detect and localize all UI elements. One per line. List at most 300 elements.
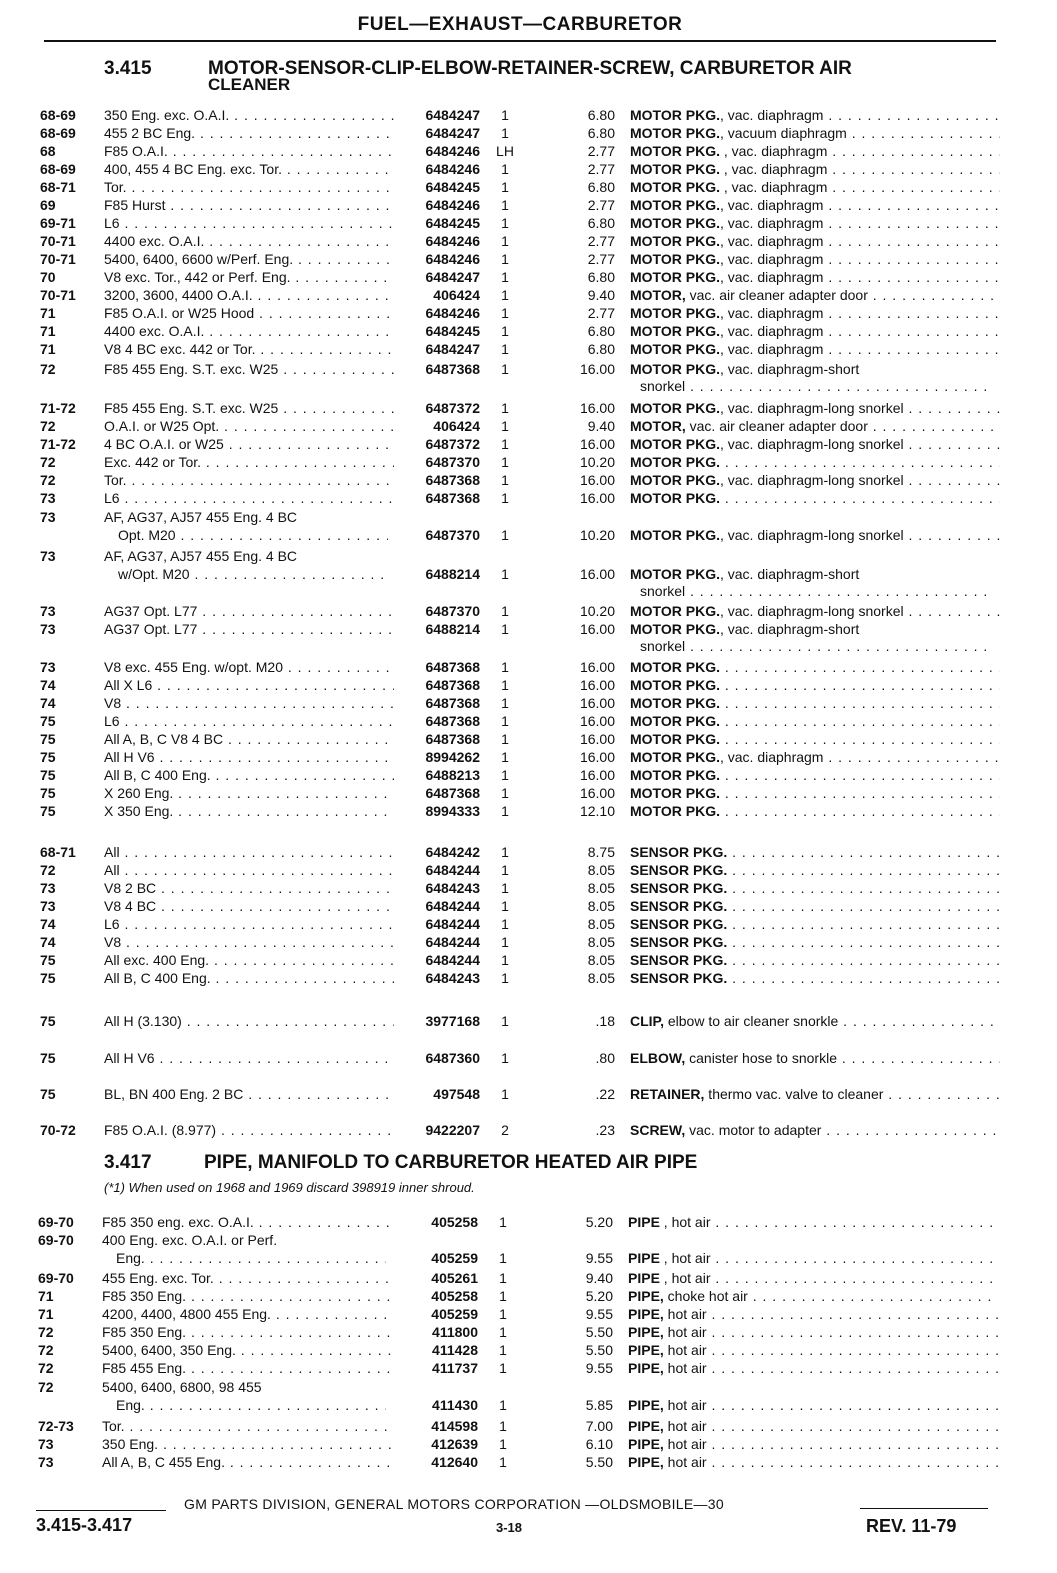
description-head: MOTOR PKG.	[630, 143, 720, 159]
description	[630, 142, 1000, 160]
price: 16.00	[579, 695, 615, 711]
description-head: PIPE	[628, 1214, 660, 1230]
description	[628, 1417, 998, 1435]
description	[630, 748, 1000, 766]
quantity: 1	[501, 880, 509, 896]
description-head: SENSOR PKG.	[630, 844, 728, 860]
description-head: MOTOR PKG.	[630, 436, 720, 452]
quantity: 1	[501, 400, 509, 416]
part-number: 405261	[431, 1270, 478, 1286]
description-text: , vac. diaphragm-short	[719, 566, 860, 582]
description-text: , vac. diaphragm	[719, 215, 824, 231]
table-row	[38, 1231, 998, 1266]
description-continued: snorkel . . .	[640, 637, 990, 655]
description-text: hot air	[663, 1342, 707, 1358]
description-text: hot air	[663, 1306, 707, 1322]
quantity: 1	[499, 1324, 507, 1340]
price: 16.00	[579, 490, 615, 506]
description-head: MOTOR PKG.	[630, 215, 720, 231]
table-row	[40, 676, 1000, 694]
table-row	[40, 196, 1000, 214]
price: 2.77	[587, 143, 615, 159]
part-number: 6484244	[425, 952, 480, 968]
description-text: hot air	[663, 1454, 707, 1470]
description	[630, 766, 1000, 784]
description-head: PIPE,	[628, 1397, 664, 1413]
quantity: 1	[499, 1454, 507, 1470]
price: 9.55	[585, 1306, 613, 1322]
quantity: 1	[499, 1418, 507, 1434]
price: 16.00	[579, 713, 615, 729]
description-head: MOTOR,	[630, 418, 686, 434]
part-number: 406424	[433, 418, 480, 434]
table-row	[40, 784, 1000, 802]
quantity: 1	[501, 251, 509, 267]
application: BL, BN 400 Eng. 2 BC . . .	[104, 1085, 394, 1103]
part-number: 6484243	[425, 880, 480, 896]
price: 2.77	[587, 305, 615, 321]
part-number: 6488214	[425, 621, 480, 637]
model-year: 73	[40, 898, 56, 914]
description	[630, 124, 1000, 142]
table-row	[40, 1012, 1000, 1030]
model-year: 72	[38, 1360, 54, 1376]
quantity: 1	[501, 323, 509, 339]
application: V8 . . .	[104, 933, 394, 951]
description	[630, 268, 1000, 286]
part-number: 8994262	[425, 749, 480, 765]
description-head: MOTOR PKG.	[630, 341, 720, 357]
quantity: 1	[499, 1288, 507, 1304]
description	[630, 658, 1000, 676]
quantity: 1	[501, 490, 509, 506]
price: 16.00	[579, 767, 615, 783]
part-number: 6487370	[425, 603, 480, 619]
quantity: 1	[501, 305, 509, 321]
model-year: 72	[40, 418, 56, 434]
part-number: 6484246	[425, 233, 480, 249]
description	[630, 897, 1000, 915]
description-text: , vac. diaphragm	[719, 251, 824, 267]
table-row	[40, 322, 1000, 340]
part-number: 6484246	[425, 305, 480, 321]
description	[630, 250, 1000, 268]
description-continued: snorkel . . .	[640, 582, 990, 600]
table-row	[40, 620, 1000, 638]
application: V8 . . .	[104, 694, 394, 712]
price: 6.80	[587, 107, 615, 123]
price: 6.80	[587, 215, 615, 231]
table-row	[40, 802, 1000, 820]
part-number: 6484242	[425, 844, 480, 860]
table-row	[38, 1359, 998, 1377]
description	[630, 160, 1000, 178]
quantity: 1	[501, 1086, 509, 1102]
price: 8.05	[587, 952, 615, 968]
table-row	[38, 1453, 998, 1471]
model-year: 73	[40, 548, 56, 564]
price: 16.00	[579, 785, 615, 801]
description-head: MOTOR,	[630, 287, 686, 303]
application: V8 exc. 455 Eng. w/opt. M20 . . .	[104, 658, 394, 676]
quantity: 1	[501, 713, 509, 729]
model-year: 75	[40, 1050, 56, 1066]
part-number: 6484246	[425, 197, 480, 213]
quantity: 1	[499, 1360, 507, 1376]
table-row	[38, 1341, 998, 1359]
model-year: 75	[40, 952, 56, 968]
part-number: 412639	[431, 1436, 478, 1452]
table-row	[40, 124, 1000, 142]
description	[628, 1305, 998, 1323]
description-head: MOTOR PKG.	[630, 233, 720, 249]
description-head: PIPE,	[628, 1360, 664, 1376]
quantity: 1	[501, 566, 509, 582]
application: F85 Hurst . . .	[104, 196, 394, 214]
description-head: MOTOR PKG.	[630, 603, 720, 619]
model-year: 69-70	[38, 1214, 74, 1230]
description	[628, 1249, 998, 1267]
description-head: ELBOW,	[630, 1050, 686, 1066]
description-head: MOTOR PKG.	[630, 713, 720, 729]
application: AF, AG37, AJ57 455 Eng. 4 BC	[104, 509, 298, 525]
quantity: 1	[501, 454, 509, 470]
quantity: 1	[499, 1214, 507, 1230]
part-number: 6484245	[425, 179, 480, 195]
description-text: , vac. diaphragm	[719, 269, 824, 285]
description-head: MOTOR PKG.	[630, 107, 720, 123]
table-row	[38, 1213, 998, 1231]
quantity: 1	[501, 603, 509, 619]
description-text: , vac. diaphragm-short	[719, 361, 860, 377]
application: 4400 exc. O.A.I. . . .	[104, 322, 394, 340]
quantity: 1	[499, 1342, 507, 1358]
quantity: 1	[501, 916, 509, 932]
table-row	[40, 286, 1000, 304]
description	[628, 1341, 998, 1359]
part-number: 6487368	[425, 361, 480, 377]
model-year: 72	[40, 361, 56, 377]
model-year: 75	[40, 803, 56, 819]
model-year: 72-73	[38, 1418, 74, 1434]
section-title-3-415-line2: CLEANER	[208, 75, 291, 94]
quantity: 1	[501, 659, 509, 675]
quantity: 1	[501, 161, 509, 177]
description	[630, 196, 1000, 214]
model-year: 72	[40, 862, 56, 878]
part-number: 6487368	[425, 731, 480, 747]
table-row	[38, 1323, 998, 1341]
application: F85 455 Eng. S.T. exc. W25 . . .	[104, 399, 394, 417]
application: V8 4 BC . . .	[104, 897, 394, 915]
part-number: 9422207	[425, 1122, 480, 1138]
application: F85 350 Eng. . . .	[102, 1323, 392, 1341]
application: 400 Eng. exc. O.A.I. or Perf.	[102, 1232, 278, 1248]
price: 9.40	[587, 287, 615, 303]
part-number: 6487368	[425, 490, 480, 506]
header-rule	[44, 40, 996, 42]
table-row	[40, 658, 1000, 676]
description-head: MOTOR PKG.	[630, 695, 720, 711]
price: 6.80	[587, 323, 615, 339]
description-head: MOTOR PKG.	[630, 125, 720, 141]
table-row	[40, 766, 1000, 784]
price: 10.20	[579, 454, 615, 470]
application: 400, 455 4 BC Eng. exc. Tor. . . .	[104, 160, 394, 178]
description	[630, 286, 1000, 304]
application: 4400 exc. O.A.I. . . .	[104, 232, 394, 250]
price: 6.80	[587, 179, 615, 195]
description-head: PIPE,	[628, 1454, 664, 1470]
application: AG37 Opt. L77 . . .	[104, 620, 394, 638]
quantity: 1	[501, 287, 509, 303]
description-head: MOTOR PKG.	[630, 566, 720, 582]
application: All . . .	[104, 843, 394, 861]
description	[630, 106, 1000, 124]
table-row	[40, 969, 1000, 987]
part-number: 6487368	[425, 695, 480, 711]
description-head: PIPE,	[628, 1342, 664, 1358]
price: 9.40	[587, 418, 615, 434]
price: 7.00	[585, 1418, 613, 1434]
description-text: hot air	[663, 1436, 707, 1452]
footer-right-rule	[860, 1508, 988, 1509]
price: 12.10	[579, 803, 615, 819]
application: All . . .	[104, 861, 394, 879]
description-head: PIPE,	[628, 1436, 664, 1452]
description	[630, 602, 1000, 620]
table-row	[38, 1269, 998, 1287]
model-year: 74	[40, 934, 56, 950]
description	[630, 969, 1000, 987]
description-head: MOTOR PKG.	[630, 179, 720, 195]
price: 6.80	[587, 341, 615, 357]
part-number: 3977168	[425, 1013, 480, 1029]
application: AF, AG37, AJ57 455 Eng. 4 BC	[104, 548, 298, 564]
application: 3200, 3600, 4400 O.A.I. . . .	[104, 286, 394, 304]
table-row	[40, 1121, 1000, 1139]
description-head: MOTOR PKG.	[630, 400, 720, 416]
table-row	[40, 915, 1000, 933]
description-text: , vac. diaphragm	[719, 341, 824, 357]
table-row	[40, 602, 1000, 620]
quantity: 1	[501, 269, 509, 285]
quantity: 1	[499, 1436, 507, 1452]
application: L6 . . .	[104, 712, 394, 730]
table-row	[38, 1305, 998, 1323]
part-number: 6484247	[425, 125, 480, 141]
price: 5.20	[585, 1214, 613, 1230]
application: 455 Eng. exc. Tor. . . .	[102, 1269, 392, 1287]
description-head: CLIP,	[630, 1013, 664, 1029]
description	[630, 951, 1000, 969]
price: 2.77	[587, 233, 615, 249]
description-head: SENSOR PKG.	[630, 898, 728, 914]
description	[630, 933, 1000, 951]
table-row	[38, 1287, 998, 1305]
part-number: 405258	[431, 1288, 478, 1304]
part-number: 405258	[431, 1214, 478, 1230]
application: All H V6 . . .	[104, 748, 394, 766]
part-number: 411430	[432, 1397, 478, 1413]
part-number: 6484246	[425, 143, 480, 159]
price: 2.77	[587, 161, 615, 177]
price: 8.05	[587, 880, 615, 896]
price: 16.00	[579, 621, 615, 637]
part-number: 6484246	[425, 251, 480, 267]
model-year: 71	[40, 341, 56, 357]
description-text: hot air	[663, 1360, 707, 1376]
table-row	[40, 214, 1000, 232]
part-number: 6487372	[425, 400, 480, 416]
section-title-3-417: PIPE, MANIFOLD TO CARBURETOR HEATED AIR PIPE	[204, 1152, 698, 1173]
price: 9.55	[585, 1250, 613, 1266]
description-head: PIPE,	[628, 1324, 664, 1340]
description-head: MOTOR PKG.	[630, 749, 720, 765]
price: 6.80	[587, 269, 615, 285]
application: F85 O.A.I. or W25 Hood . . .	[104, 304, 394, 322]
application: L6 . . .	[104, 214, 394, 232]
table-row	[40, 453, 1000, 471]
price: 2.77	[587, 251, 615, 267]
quantity: 1	[501, 767, 509, 783]
part-number: 6487360	[425, 1050, 480, 1066]
model-year: 69-70	[38, 1232, 74, 1248]
part-number: 6487368	[425, 472, 480, 488]
description	[628, 1359, 998, 1377]
quantity: LH	[496, 143, 514, 159]
model-year: 72	[40, 454, 56, 470]
model-year: 74	[40, 677, 56, 693]
part-number: 6484247	[425, 269, 480, 285]
quantity: 1	[499, 1306, 507, 1322]
footer-publisher: GM PARTS DIVISION, GENERAL MOTORS CORPORATION —OLDSMOBILE—30	[184, 1496, 724, 1512]
application: 5400, 6400, 6800, 98 455	[102, 1379, 262, 1395]
model-year: 71-72	[40, 400, 76, 416]
model-year: 73	[40, 621, 56, 637]
description	[630, 417, 1000, 435]
footer-left-rule	[36, 1510, 166, 1511]
application: L6 . . .	[104, 915, 394, 933]
part-number: 405259	[431, 1250, 478, 1266]
model-year: 73	[38, 1454, 54, 1470]
part-number: 411428	[432, 1342, 478, 1358]
model-year: 71	[38, 1306, 54, 1322]
price: 10.20	[579, 527, 615, 543]
part-number: 6484244	[425, 862, 480, 878]
description-text: , vac. diaphragm	[719, 161, 828, 177]
application: Tor. . . .	[104, 178, 394, 196]
model-year: 74	[40, 695, 56, 711]
table-row	[40, 933, 1000, 951]
description-head: MOTOR PKG.	[630, 161, 720, 177]
table-row	[40, 417, 1000, 435]
quantity: 1	[499, 1397, 507, 1413]
description	[630, 694, 1000, 712]
description-text: hot air	[663, 1397, 707, 1413]
application: F85 O.A.I. (8.977) . . .	[104, 1121, 394, 1139]
section-number-3-417: 3.417	[104, 1152, 152, 1173]
model-year: 72	[40, 472, 56, 488]
quantity: 1	[501, 215, 509, 231]
table-row	[40, 268, 1000, 286]
model-year: 70	[40, 269, 56, 285]
quantity: 1	[501, 107, 509, 123]
section-note: (*1) When used on 1968 and 1969 discard 398919 inner shroud.	[104, 1180, 475, 1195]
price: 16.00	[579, 361, 615, 377]
description-text: , vac. diaphragm	[719, 749, 824, 765]
table-row	[38, 1435, 998, 1453]
table-row	[40, 250, 1000, 268]
part-number: 6484247	[425, 107, 480, 123]
model-year: 73	[40, 603, 56, 619]
quantity: 1	[501, 844, 509, 860]
description-head: MOTOR PKG.	[630, 490, 720, 506]
quantity: 1	[501, 233, 509, 249]
description-head: MOTOR PKG.	[630, 305, 720, 321]
price: .22	[595, 1086, 615, 1102]
quantity: 1	[501, 1013, 509, 1029]
description	[630, 861, 1000, 879]
table-row	[40, 160, 1000, 178]
description-continued: snorkel . . .	[640, 377, 990, 395]
description-head: MOTOR PKG.	[630, 767, 720, 783]
price: 2.77	[587, 197, 615, 213]
part-number: 6484244	[425, 934, 480, 950]
application: F85 350 Eng. . . .	[102, 1287, 392, 1305]
part-number: 6487370	[425, 454, 480, 470]
description	[630, 879, 1000, 897]
description-text: elbow to air cleaner snorkle	[663, 1013, 839, 1029]
application: All H (3.130) . . .	[104, 1012, 394, 1030]
table-row	[40, 1085, 1000, 1103]
price: 16.00	[579, 566, 615, 582]
price: 6.10	[585, 1436, 613, 1452]
description-head: SENSOR PKG.	[630, 934, 728, 950]
description-head: RETAINER,	[630, 1086, 705, 1102]
application-continued: w/Opt. M20 . . .	[118, 565, 388, 583]
model-year: 68-69	[40, 161, 76, 177]
part-number: 411737	[432, 1360, 478, 1376]
quantity: 1	[501, 898, 509, 914]
description-head: MOTOR PKG.	[630, 803, 720, 819]
application-continued: Opt. M20 . . .	[118, 526, 388, 544]
description	[628, 1287, 998, 1305]
part-number: 6484244	[425, 898, 480, 914]
price: 9.55	[585, 1360, 613, 1376]
description-text: , vac. diaphragm	[719, 179, 828, 195]
application: F85 455 Eng. S.T. exc. W25 . . .	[104, 360, 394, 378]
description-head: MOTOR PKG.	[630, 454, 720, 470]
application: All A, B, C V8 4 BC . . .	[104, 730, 394, 748]
description	[628, 1396, 998, 1414]
quantity: 1	[501, 125, 509, 141]
description-text: , vac. diaphragm-long snorkel	[719, 436, 904, 452]
description-head: MOTOR PKG.	[630, 677, 720, 693]
model-year: 71	[40, 323, 56, 339]
description	[630, 322, 1000, 340]
description-head: MOTOR PKG.	[630, 472, 720, 488]
quantity: 1	[501, 952, 509, 968]
price: 16.00	[579, 749, 615, 765]
description-text: , vac. diaphragm-long snorkel	[719, 527, 904, 543]
description-head: MOTOR PKG.	[630, 197, 720, 213]
price: 8.05	[587, 970, 615, 986]
application: F85 O.A.I. . . .	[104, 142, 394, 160]
description	[630, 232, 1000, 250]
quantity: 1	[501, 527, 509, 543]
part-number: 412640	[431, 1454, 478, 1470]
